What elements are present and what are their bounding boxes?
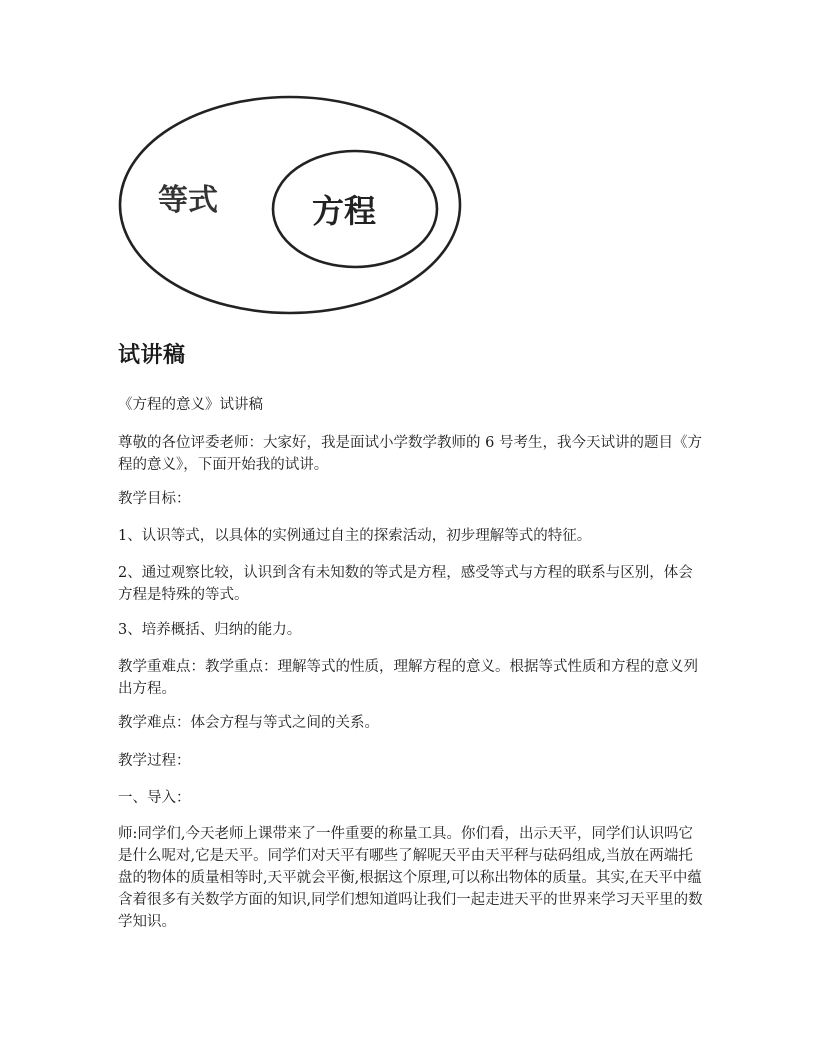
- paragraph-difficulty: 教学难点：体会方程与等式之间的关系。: [118, 715, 379, 731]
- paragraph-teacher-intro: 师:同学们,今天老师上课带来了一件重要的称量工具。你们看，出示天平，同学们认识吗它是什么呢对,它是天平。同学们对天平有哪些了解呢天平由天平秤与砝码组成,当放在两端托盘的物体的质量相等时,天平就会平衡,根据这个原理,可以称出物体的质量。其实,在天平中蕴含着很多有关数学方面的知识,同学们想知道吗让我们一起走进天平的世界来学习天平里的数学知识。: [118, 826, 703, 930]
- paragraph-objectives-heading: 教学目标：: [118, 491, 191, 507]
- paragraph-process-heading: 教学过程：: [118, 753, 191, 769]
- paragraph-greeting: 尊敬的各位评委老师：大家好，我是面试小学数学教师的 6 号考生，我今天试讲的题目《方程的意义》，下面开始我的试讲。: [118, 435, 702, 473]
- paragraph-key-points: 教学重难点：教学重点：理解等式的性质，理解方程的意义。根据等式性质和方程的意义列出方程。: [118, 659, 698, 697]
- document-heading: 试讲稿: [118, 343, 186, 368]
- paragraph-intro-heading: 一、导入：: [118, 790, 191, 806]
- paragraph-title: 《方程的意义》试讲稿: [118, 397, 263, 413]
- paragraph-objective-2: 2、通过观察比较，认识到含有未知数的等式是方程，感受等式与方程的联系与区别，体会方程是特殊的等式。: [118, 565, 693, 603]
- paragraph-objective-3: 3、培养概括、归纳的能力。: [118, 622, 302, 638]
- venn-diagram-svg: [118, 92, 468, 318]
- inner-label: 方程: [311, 192, 377, 230]
- paragraph-objective-1: 1、认识等式，以具体的实例通过自主的探索活动，初步理解等式的特征。: [118, 528, 592, 544]
- outer-label: 等式: [158, 183, 218, 218]
- venn-diagram: [118, 92, 468, 318]
